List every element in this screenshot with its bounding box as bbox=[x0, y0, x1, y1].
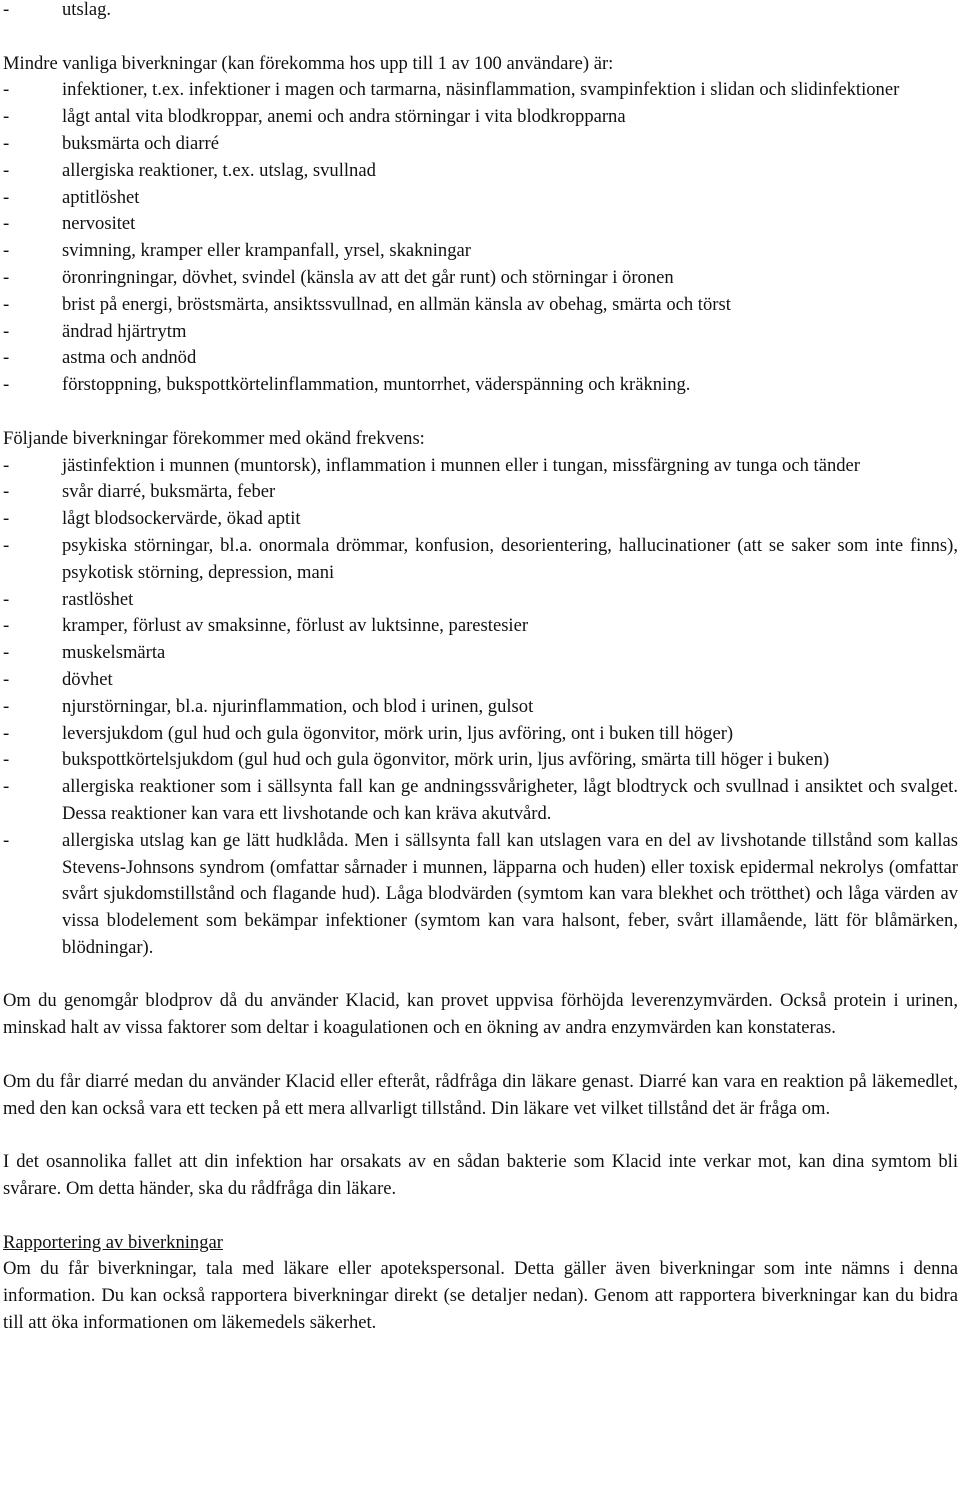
list-item: - infektioner, t.ex. infektioner i magen och tarmarna, näsinflammation, svampinfektion i slidan och slidinfektioner bbox=[3, 79, 900, 101]
list-item: - lågt antal vita blodkroppar, anemi och andra störningar i vita blodkropparna bbox=[3, 106, 626, 128]
list-item: - jästinfektion i munnen (muntorsk), inflammation i munnen eller i tungan, missfärgning av tunga och tänder bbox=[3, 454, 860, 476]
list-item: - muskelsmärta bbox=[3, 642, 166, 664]
list-item: - kramper, förlust av smaksinne, förlust av luktsinne, parestesier bbox=[3, 615, 529, 637]
list-item: - öronringningar, dövhet, svindel (känsla av att det går runt) och störningar i öronen bbox=[3, 266, 674, 288]
list-item: - förstoppning, bukspottkörtelinflammation, muntorrhet, väderspänning och kräkning. bbox=[3, 374, 691, 396]
unknown-frequency-side-effects-list bbox=[3, 453, 958, 962]
section-intro-unknown-frequency: Följande biverkningar förekommer med okänd frekvens: bbox=[3, 427, 425, 449]
paragraph-reporting: Om du får biverkningar, tala med läkare eller apotekspersonal. Detta gäller även biverkningar som inte nämns i denna information. Du kan också rapportera biverkningar direkt (se detaljer nedan). Genom att rapportera biverkningar kan du bidra till att öka informationen om läkemedels säkerhet. bbox=[3, 1258, 958, 1334]
paragraph-resistant-infection: I det osannolika fallet att din infektion har orsakats av en sådan bakterie som Klacid inte verkar mot, kan dina symtom bli svårare. Om detta händer, ska du rådfråga din läkare. bbox=[3, 1151, 958, 1200]
list-item: - leversjukdom (gul hud och gula ögonvitor, mörk urin, ljus avföring, ont i buken till höger) bbox=[3, 722, 734, 744]
list-item: - svår diarré, buksmärta, feber bbox=[3, 481, 276, 503]
section-heading-reporting: Rapportering av biverkningar bbox=[3, 1231, 223, 1253]
list-item-text: utslag. bbox=[62, 0, 112, 20]
list-item: - allergiska reaktioner, t.ex. utslag, svullnad bbox=[3, 159, 376, 181]
list-item: - brist på energi, bröstsmärta, ansiktssvullnad, en allmän känsla av obehag, smärta och törst bbox=[3, 293, 731, 315]
list-item: - allergiska utslag kan ge lätt hudklåda. Men i sällsynta fall kan utslagen vara en del av livshotande tillstånd som kallas Stevens-Johnsons syndrom (omfattar sårnader i munnen, läpparna och huden) eller toxisk epidermal nekrolys (omfattar svårt sjukdomstillstånd och flagande hud). Låga blodvärden (symtom kan vara blekhet och trötthet) och låga värden av vissa blodelement som bekämpar infektioner (symtom kan vara halsont, feber, svårt illamående, lätt för blåmärken, blödningar). bbox=[3, 829, 958, 958]
list-item: - nervositet bbox=[3, 213, 136, 235]
document-page bbox=[3, 0, 958, 1337]
list-item: - allergiska reaktioner som i sällsynta fall kan ge andningssvårigheter, lågt blodtryck och svullnad i ansiktet och svalget. Dessa reaktioner kan vara ett livshotande och kan kräva akutvård. bbox=[3, 776, 958, 824]
less-common-side-effects-list bbox=[3, 77, 958, 399]
paragraph-blood-tests: Om du genomgår blodprov då du använder Klacid, kan provet uppvisa förhöjda leverenzymvärden. Också protein i urinen, minskad halt av vissa faktorer som deltar i koagulationen och en ökning av andra enzymvärden kan konstateras. bbox=[3, 990, 958, 1039]
list-item: - svimning, kramper eller krampanfall, yrsel, skakningar bbox=[3, 240, 471, 262]
section-intro-less-common: Mindre vanliga biverkningar (kan förekomma hos upp till 1 av 100 användare) är: bbox=[3, 52, 614, 74]
list-item: - buksmärta och diarré bbox=[3, 132, 219, 154]
list-item: - rastlöshet bbox=[3, 588, 134, 610]
list-item: - njurstörningar, bl.a. njurinflammation, och blod i urinen, gulsot bbox=[3, 695, 534, 717]
list-item: - astma och andnöd bbox=[3, 347, 197, 369]
list-item: - bukspottkörtelsjukdom (gul hud och gula ögonvitor, mörk urin, ljus avföring, smärta till höger i buken) bbox=[3, 749, 830, 771]
list-item: - psykiska störningar, bl.a. onormala drömmar, konfusion, desorientering, hallucinationer (att se saker som inte finns), psykotisk störning, depression, mani bbox=[3, 534, 958, 583]
list-item: - dövhet bbox=[3, 668, 113, 690]
list-item: - ändrad hjärtrytm bbox=[3, 320, 187, 342]
list-item: - lågt blodsockervärde, ökad aptit bbox=[3, 508, 301, 530]
paragraph-diarrhea: Om du får diarré medan du använder Klacid eller efteråt, rådfråga din läkare genast. Diarré kan vara en reaktion på läkemedlet, med den kan också vara ett tecken på ett mera allvarligt tillstånd. Din läkare vet vilket tillstånd det är fråga om. bbox=[3, 1070, 958, 1119]
list-item: - aptitlöshet bbox=[3, 186, 140, 208]
list-item bbox=[3, 0, 958, 24]
list-bullet: - bbox=[3, 0, 10, 20]
